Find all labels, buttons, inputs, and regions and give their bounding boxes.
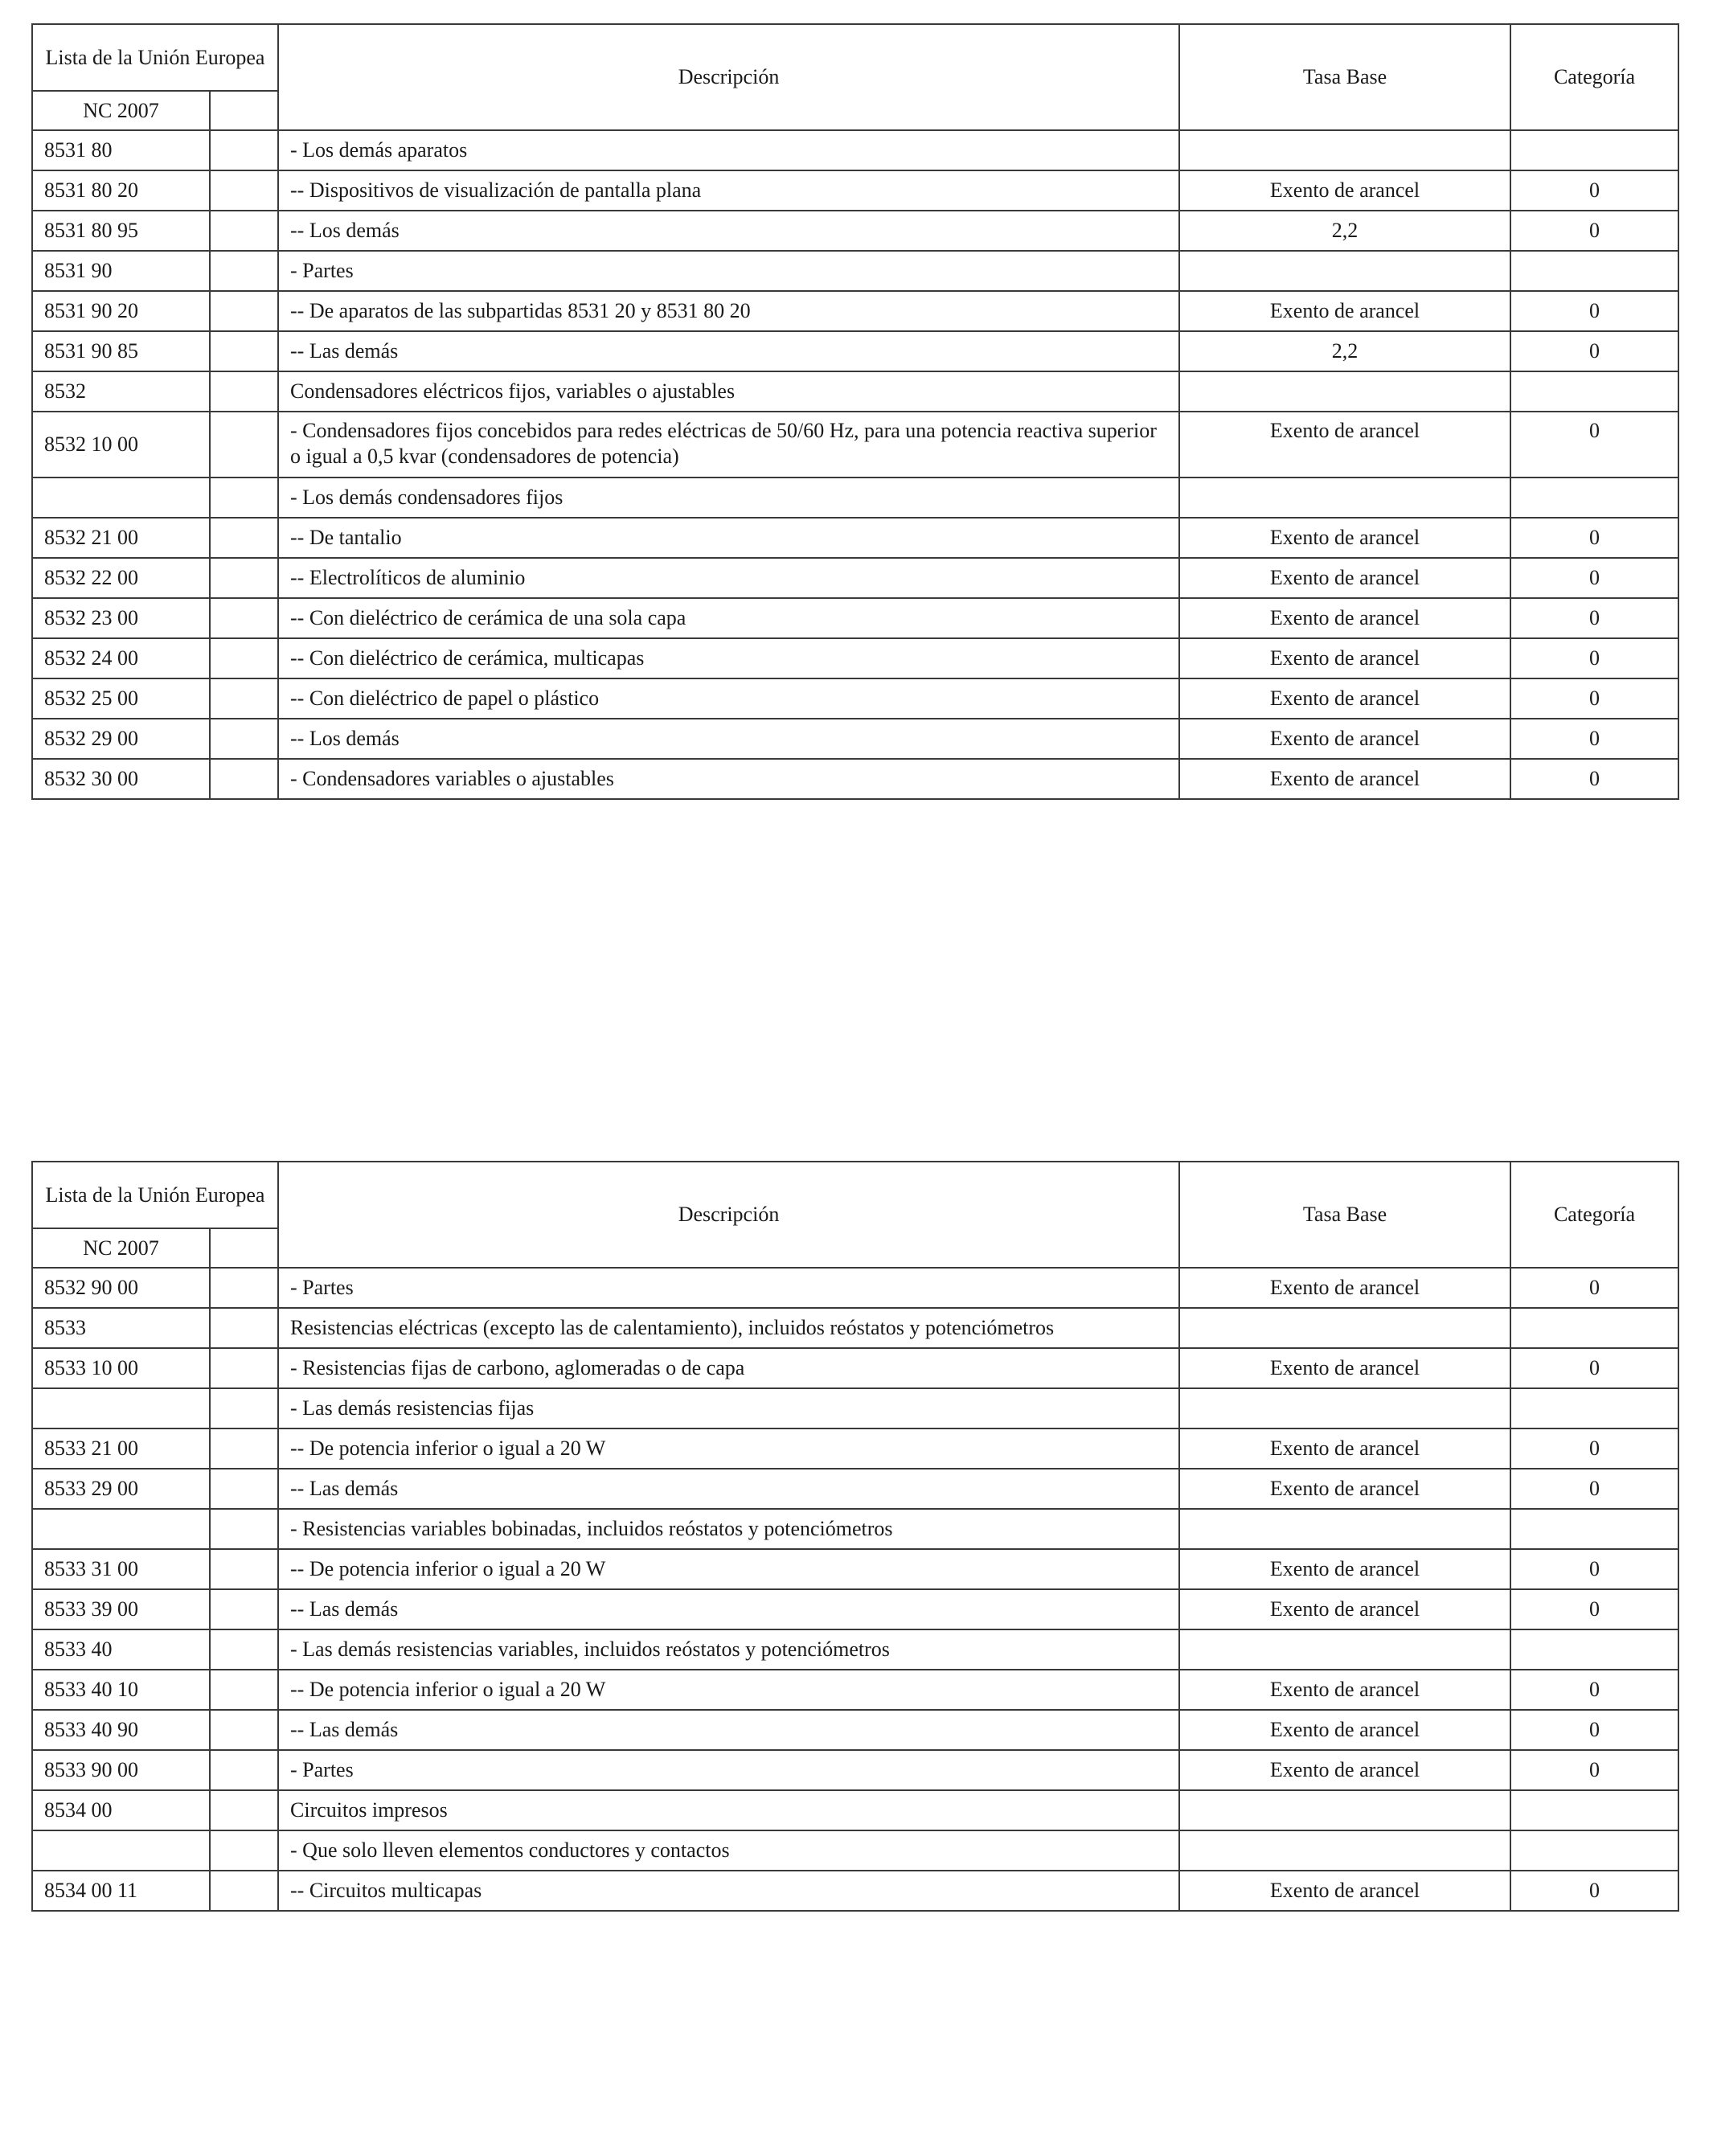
- code-cell: 8533 29 00: [32, 1469, 210, 1509]
- sub-code-cell: [210, 1830, 278, 1871]
- base-rate-cell: [1179, 251, 1510, 291]
- sub-code-cell: [210, 759, 278, 799]
- category-cell: 0: [1510, 1589, 1678, 1629]
- category-cell: 0: [1510, 558, 1678, 598]
- sub-code-cell: [210, 1549, 278, 1589]
- description-cell: - Condensadores variables o ajustables: [278, 759, 1179, 799]
- table-row: [32, 1549, 1678, 1589]
- category-cell: 0: [1510, 331, 1678, 371]
- base-rate-cell: Exento de arancel: [1179, 1348, 1510, 1388]
- description-cell: -- Las demás: [278, 1710, 1179, 1750]
- category-cell: 0: [1510, 412, 1678, 478]
- table-row: [32, 678, 1678, 719]
- sub-code-cell: [210, 518, 278, 558]
- base-rate-cell: Exento de arancel: [1179, 598, 1510, 638]
- code-cell: [32, 1830, 210, 1871]
- category-header: Categoría: [1510, 1162, 1678, 1268]
- sub-code-cell: [210, 412, 278, 478]
- description-cell: -- Los demás: [278, 211, 1179, 251]
- table-row: [32, 1790, 1678, 1830]
- description-cell: -- Circuitos multicapas: [278, 1871, 1179, 1911]
- category-cell: [1510, 478, 1678, 518]
- description-cell: -- Las demás: [278, 1589, 1179, 1629]
- category-cell: 0: [1510, 1670, 1678, 1710]
- category-cell: [1510, 1388, 1678, 1428]
- table-row: [32, 1268, 1678, 1308]
- base-rate-cell: Exento de arancel: [1179, 291, 1510, 331]
- sub-code-cell: [210, 1268, 278, 1308]
- description-cell: Resistencias eléctricas (excepto las de calentamiento), incluidos reóstatos y potenciómetros: [278, 1308, 1179, 1348]
- base-rate-cell: [1179, 1509, 1510, 1549]
- base-rate-cell: Exento de arancel: [1179, 558, 1510, 598]
- sub-code-cell: [210, 678, 278, 719]
- table-row: [32, 170, 1678, 211]
- code-cell: 8531 90: [32, 251, 210, 291]
- description-cell: -- De potencia inferior o igual a 20 W: [278, 1549, 1179, 1589]
- code-cell: 8531 80: [32, 130, 210, 170]
- table-row: [32, 558, 1678, 598]
- base-rate-cell: [1179, 1790, 1510, 1830]
- code-cell: 8533 90 00: [32, 1750, 210, 1790]
- sub-code-cell: [210, 1750, 278, 1790]
- code-cell: 8531 80 95: [32, 211, 210, 251]
- base-rate-cell: Exento de arancel: [1179, 1268, 1510, 1308]
- table-row: [32, 130, 1678, 170]
- category-header: Categoría: [1510, 24, 1678, 130]
- nc-header: NC 2007: [32, 1228, 210, 1268]
- table-row: [32, 759, 1678, 799]
- category-cell: 0: [1510, 1710, 1678, 1750]
- table-row: [32, 412, 1678, 478]
- description-header: Descripción: [278, 24, 1179, 130]
- base-rate-cell: Exento de arancel: [1179, 1670, 1510, 1710]
- table-row: [32, 1670, 1678, 1710]
- table-row: [32, 371, 1678, 412]
- sub-code-cell: [210, 1428, 278, 1469]
- code-cell: 8534 00 11: [32, 1871, 210, 1911]
- sub-code-cell: [210, 1670, 278, 1710]
- nc-header: NC 2007: [32, 91, 210, 130]
- table-row: [32, 1348, 1678, 1388]
- table-row: [32, 1469, 1678, 1509]
- code-cell: 8533 40 90: [32, 1710, 210, 1750]
- code-cell: 8532 10 00: [32, 412, 210, 478]
- description-cell: - Partes: [278, 251, 1179, 291]
- nc-sub-header: [210, 1228, 278, 1268]
- description-cell: - Los demás condensadores fijos: [278, 478, 1179, 518]
- base-rate-cell: Exento de arancel: [1179, 1428, 1510, 1469]
- code-cell: [32, 1509, 210, 1549]
- description-cell: - Que solo lleven elementos conductores y contactos: [278, 1830, 1179, 1871]
- base-rate-cell: Exento de arancel: [1179, 719, 1510, 759]
- code-cell: 8532 25 00: [32, 678, 210, 719]
- sub-code-cell: [210, 1388, 278, 1428]
- code-cell: 8532 21 00: [32, 518, 210, 558]
- base-rate-cell: Exento de arancel: [1179, 1750, 1510, 1790]
- category-cell: 0: [1510, 211, 1678, 251]
- description-cell: Condensadores eléctricos fijos, variables o ajustables: [278, 371, 1179, 412]
- code-cell: 8532 90 00: [32, 1268, 210, 1308]
- code-cell: 8533: [32, 1308, 210, 1348]
- sub-code-cell: [210, 371, 278, 412]
- category-cell: [1510, 1790, 1678, 1830]
- description-cell: - Los demás aparatos: [278, 130, 1179, 170]
- description-cell: - Resistencias fijas de carbono, aglomeradas o de capa: [278, 1348, 1179, 1388]
- sub-code-cell: [210, 478, 278, 518]
- base-rate-cell: Exento de arancel: [1179, 1469, 1510, 1509]
- description-cell: -- Con dieléctrico de papel o plástico: [278, 678, 1179, 719]
- category-cell: 0: [1510, 1469, 1678, 1509]
- category-cell: 0: [1510, 1871, 1678, 1911]
- category-cell: [1510, 1830, 1678, 1871]
- description-cell: - Las demás resistencias fijas: [278, 1388, 1179, 1428]
- category-cell: 0: [1510, 291, 1678, 331]
- description-cell: -- De potencia inferior o igual a 20 W: [278, 1670, 1179, 1710]
- sub-code-cell: [210, 1469, 278, 1509]
- table-row: [32, 1589, 1678, 1629]
- code-cell: 8531 90 85: [32, 331, 210, 371]
- category-cell: [1510, 1509, 1678, 1549]
- description-cell: Circuitos impresos: [278, 1790, 1179, 1830]
- sub-code-cell: [210, 1710, 278, 1750]
- sub-code-cell: [210, 1629, 278, 1670]
- code-cell: 8532: [32, 371, 210, 412]
- table-row: [32, 1308, 1678, 1348]
- description-cell: -- De tantalio: [278, 518, 1179, 558]
- description-header: Descripción: [278, 1162, 1179, 1268]
- code-cell: 8533 40: [32, 1629, 210, 1670]
- description-cell: -- Las demás: [278, 1469, 1179, 1509]
- code-cell: 8532 30 00: [32, 759, 210, 799]
- base-rate-cell: Exento de arancel: [1179, 1589, 1510, 1629]
- table-body: [32, 130, 1678, 799]
- eu-list-header: Lista de la Unión Europea: [32, 24, 278, 91]
- category-cell: 0: [1510, 759, 1678, 799]
- base-rate-cell: [1179, 130, 1510, 170]
- base-rate-cell: Exento de arancel: [1179, 759, 1510, 799]
- code-cell: 8532 22 00: [32, 558, 210, 598]
- sub-code-cell: [210, 1308, 278, 1348]
- sub-code-cell: [210, 1790, 278, 1830]
- description-cell: -- Dispositivos de visualización de pantalla plana: [278, 170, 1179, 211]
- description-cell: -- Con dieléctrico de cerámica, multicapas: [278, 638, 1179, 678]
- description-cell: -- De potencia inferior o igual a 20 W: [278, 1428, 1179, 1469]
- category-cell: 0: [1510, 518, 1678, 558]
- tariff-table-2: [31, 1161, 1679, 1912]
- category-cell: 0: [1510, 170, 1678, 211]
- eu-list-header: Lista de la Unión Europea: [32, 1162, 278, 1228]
- base-rate-cell: 2,2: [1179, 331, 1510, 371]
- category-cell: [1510, 130, 1678, 170]
- description-cell: - Partes: [278, 1750, 1179, 1790]
- base-rate-cell: Exento de arancel: [1179, 1710, 1510, 1750]
- description-cell: - Resistencias variables bobinadas, incluidos reóstatos y potenciómetros: [278, 1509, 1179, 1549]
- base-rate-cell: Exento de arancel: [1179, 1549, 1510, 1589]
- table-row: [32, 598, 1678, 638]
- code-cell: 8532 24 00: [32, 638, 210, 678]
- base-rate-cell: Exento de arancel: [1179, 412, 1510, 478]
- category-cell: 0: [1510, 1549, 1678, 1589]
- table-row: [32, 331, 1678, 371]
- base-rate-cell: Exento de arancel: [1179, 678, 1510, 719]
- table-row: [32, 1388, 1678, 1428]
- table-row: [32, 638, 1678, 678]
- sub-code-cell: [210, 211, 278, 251]
- sub-code-cell: [210, 1509, 278, 1549]
- code-cell: [32, 1388, 210, 1428]
- category-cell: 0: [1510, 1348, 1678, 1388]
- table-row: [32, 518, 1678, 558]
- sub-code-cell: [210, 1348, 278, 1388]
- code-cell: 8531 90 20: [32, 291, 210, 331]
- category-cell: 0: [1510, 719, 1678, 759]
- code-cell: 8533 31 00: [32, 1549, 210, 1589]
- code-cell: 8532 29 00: [32, 719, 210, 759]
- code-cell: 8533 39 00: [32, 1589, 210, 1629]
- base-rate-cell: [1179, 1830, 1510, 1871]
- nc-sub-header: [210, 91, 278, 130]
- table-row: [32, 1509, 1678, 1549]
- description-cell: -- Electrolíticos de aluminio: [278, 558, 1179, 598]
- category-cell: 0: [1510, 1268, 1678, 1308]
- sub-code-cell: [210, 1589, 278, 1629]
- sub-code-cell: [210, 598, 278, 638]
- table-header-row: [32, 24, 1678, 91]
- code-cell: 8532 23 00: [32, 598, 210, 638]
- base-rate-header: Tasa Base: [1179, 1162, 1510, 1268]
- base-rate-cell: Exento de arancel: [1179, 518, 1510, 558]
- base-rate-cell: [1179, 1388, 1510, 1428]
- table-row: [32, 1830, 1678, 1871]
- category-cell: 0: [1510, 1750, 1678, 1790]
- sub-code-cell: [210, 130, 278, 170]
- description-cell: - Condensadores fijos concebidos para redes eléctricas de 50/60 Hz, para una potencia reactiva superior o igual a 0,5 kvar (condensadores de potencia): [278, 412, 1179, 478]
- category-cell: [1510, 371, 1678, 412]
- sub-code-cell: [210, 638, 278, 678]
- base-rate-cell: Exento de arancel: [1179, 638, 1510, 678]
- description-cell: -- De aparatos de las subpartidas 8531 20 y 8531 80 20: [278, 291, 1179, 331]
- table-row: [32, 1710, 1678, 1750]
- code-cell: 8533 21 00: [32, 1428, 210, 1469]
- table-row: [32, 1750, 1678, 1790]
- sub-code-cell: [210, 558, 278, 598]
- base-rate-cell: Exento de arancel: [1179, 170, 1510, 211]
- sub-code-cell: [210, 170, 278, 211]
- sub-code-cell: [210, 1871, 278, 1911]
- code-cell: 8534 00: [32, 1790, 210, 1830]
- table-row: [32, 1629, 1678, 1670]
- sub-code-cell: [210, 251, 278, 291]
- code-cell: 8533 10 00: [32, 1348, 210, 1388]
- category-cell: [1510, 1629, 1678, 1670]
- table-row: [32, 211, 1678, 251]
- table-header-row: [32, 1162, 1678, 1228]
- table-row: [32, 251, 1678, 291]
- base-rate-cell: [1179, 478, 1510, 518]
- base-rate-header: Tasa Base: [1179, 24, 1510, 130]
- category-cell: [1510, 1308, 1678, 1348]
- table-row: [32, 1871, 1678, 1911]
- code-cell: 8533 40 10: [32, 1670, 210, 1710]
- category-cell: 0: [1510, 638, 1678, 678]
- table-row: [32, 291, 1678, 331]
- tariff-table-1: [31, 23, 1679, 800]
- sub-code-cell: [210, 331, 278, 371]
- base-rate-cell: Exento de arancel: [1179, 1871, 1510, 1911]
- description-cell: -- Los demás: [278, 719, 1179, 759]
- description-cell: - Partes: [278, 1268, 1179, 1308]
- table-row: [32, 1428, 1678, 1469]
- category-cell: [1510, 251, 1678, 291]
- sub-code-cell: [210, 291, 278, 331]
- table-row: [32, 478, 1678, 518]
- table-body: [32, 1268, 1678, 1911]
- base-rate-cell: 2,2: [1179, 211, 1510, 251]
- code-cell: [32, 478, 210, 518]
- base-rate-cell: [1179, 1308, 1510, 1348]
- category-cell: 0: [1510, 598, 1678, 638]
- code-cell: 8531 80 20: [32, 170, 210, 211]
- category-cell: 0: [1510, 678, 1678, 719]
- description-cell: -- Con dieléctrico de cerámica de una sola capa: [278, 598, 1179, 638]
- base-rate-cell: [1179, 1629, 1510, 1670]
- sub-code-cell: [210, 719, 278, 759]
- table-row: [32, 719, 1678, 759]
- base-rate-cell: [1179, 371, 1510, 412]
- description-cell: - Las demás resistencias variables, incluidos reóstatos y potenciómetros: [278, 1629, 1179, 1670]
- category-cell: 0: [1510, 1428, 1678, 1469]
- description-cell: -- Las demás: [278, 331, 1179, 371]
